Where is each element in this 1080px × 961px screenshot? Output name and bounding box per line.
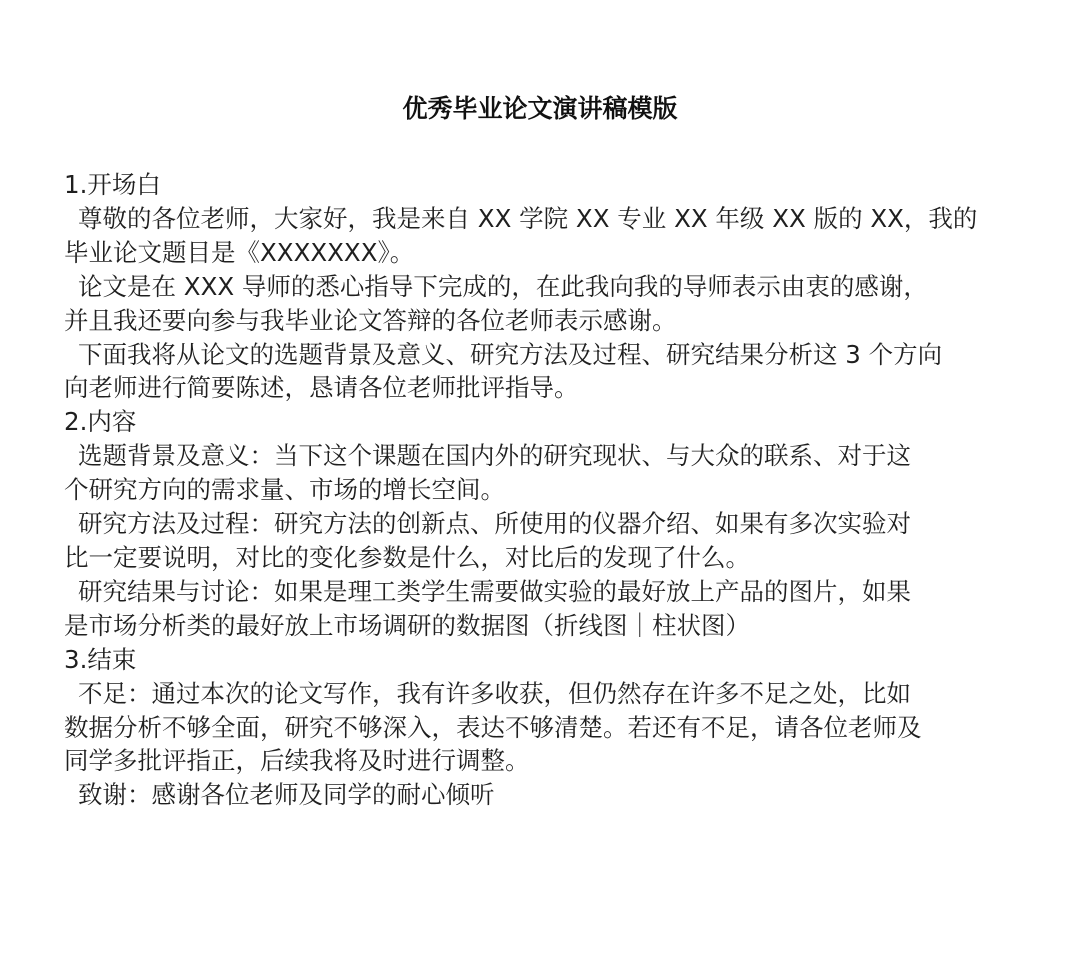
paragraph-line: 尊敬的各位老师，大家好，我是来自 XX 学院 XX 专业 XX 年级 XX 版的 XX，我的 xyxy=(78,203,978,233)
paragraph-line: 毕业论文题目是《XXXXXXX》。 xyxy=(64,237,415,267)
paragraph-line: 向老师进行简要陈述，恳请各位老师批评指导。 xyxy=(64,373,579,403)
paragraph-line: 研究结果与讨论：如果是理工类学生需要做实验的最好放上产品的图片，如果 xyxy=(78,576,911,606)
paragraph-line: 是市场分析类的最好放上市场调研的数据图（折线图｜柱状图） xyxy=(64,610,750,640)
paragraph-line: 并且我还要向参与我毕业论文答辩的各位老师表示感谢。 xyxy=(64,305,677,335)
paragraph-line: 同学多批评指正，后续我将及时进行调整。 xyxy=(64,746,530,776)
paragraph-line: 论文是在 XXX 导师的悉心指导下完成的，在此我向我的导师表示由衷的感谢， xyxy=(78,271,928,301)
paragraph-line: 下面我将从论文的选题背景及意义、研究方法及过程、研究结果分析这 3 个方向 xyxy=(78,339,943,369)
paragraph-line: 不足：通过本次的论文写作，我有许多收获，但仍然存在许多不足之处，比如 xyxy=(78,678,911,708)
paragraph-line: 比一定要说明，对比的变化参数是什么，对比后的发现了什么。 xyxy=(64,542,750,572)
paragraph-line: 选题背景及意义：当下这个课题在国内外的研究现状、与大众的联系、对于这 xyxy=(78,441,911,471)
paragraph-line: 个研究方向的需求量、市场的增长空间。 xyxy=(64,475,505,505)
page-title: 优秀毕业论文演讲稿模版 xyxy=(402,94,678,123)
section-heading-ending: 3.结束 xyxy=(64,644,137,674)
paragraph-line: 研究方法及过程：研究方法的创新点、所使用的仪器介绍、如果有多次实验对 xyxy=(78,509,911,539)
document-body xyxy=(64,168,1014,812)
section-heading-content: 2.内容 xyxy=(64,407,137,437)
paragraph-line: 致谢：感谢各位老师及同学的耐心倾听 xyxy=(78,780,495,810)
paragraph-line: 数据分析不够全面，研究不够深入，表达不够清楚。若还有不足，请各位老师及 xyxy=(64,712,922,742)
section-heading-opening: 1.开场白 xyxy=(64,170,161,199)
